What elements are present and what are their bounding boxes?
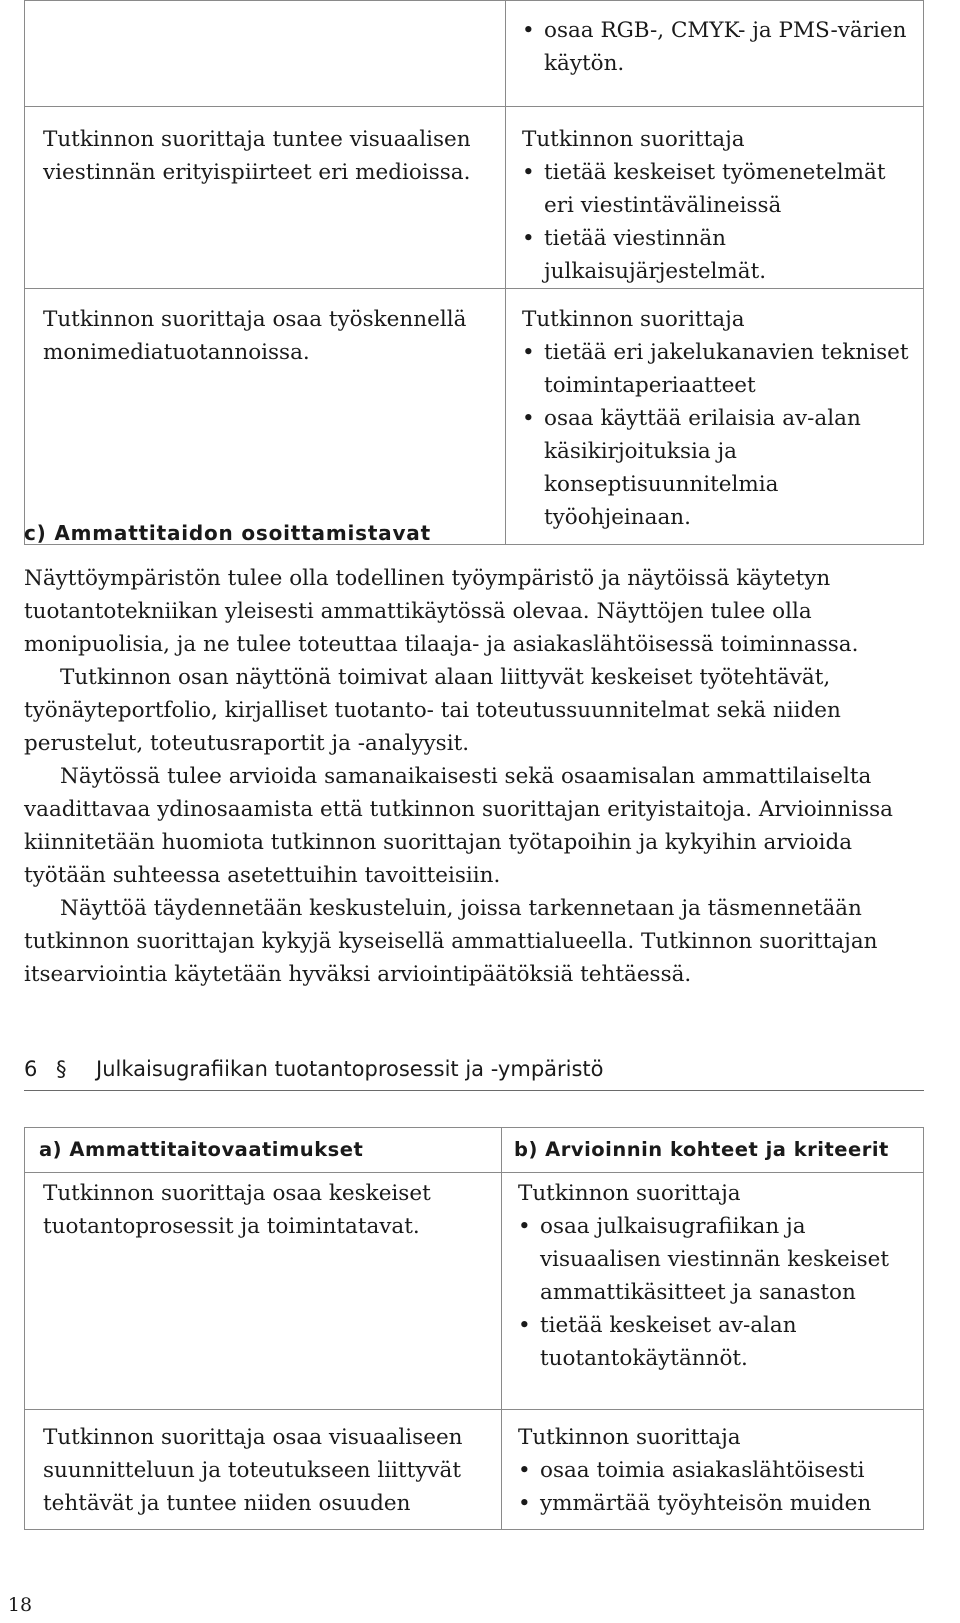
- list-item: • ymmärtää työyhteisön muiden: [518, 1487, 913, 1520]
- paragraph: Näytössä tulee arvioida samanaikaisesti sekä osaamisalan ammattilaiselta vaadittavaa ydinosaamista että tutkinnon suorittajan erityistaitoja. Arvioinnissa kiinnitetään huomiota tutkinnon suorittajan työtapoihin ja kykyihin arvioida työtään suhteessa asetettuihin tavoitteisiin.: [24, 764, 893, 888]
- list-item: • tietää keskeiset työmenetelmät eri viestintävälineissä: [522, 156, 913, 222]
- list-item: • osaa julkaisugrafiikan ja visuaalisen viestinnän keskeiset ammattikäsitteet ja sanaston: [518, 1210, 913, 1309]
- table-row: [25, 1, 924, 107]
- left-cell: Tutkinnon suorittaja osaa työskennellä monimediatuotannoissa.: [25, 289, 506, 545]
- section-heading: c) Ammattitaidon osoittamistavat: [24, 521, 431, 545]
- paragraph: Näyttöä täydennetään keskusteluin, joissa tarkennetaan ja täsmennetään tutkinnon suorittajan kykyjä kyseisellä ammattialueella. Tutkinnon suorittajan itsearviointia käytetään hyväksi arviointipäätöksiä tehtäessä.: [24, 896, 878, 987]
- paragraph: Näyttöympäristön tulee olla todellinen työympäristö ja näytöissä käytetyn tuotantotekniikan yleisesti ammattikäytössä olevaa. Näyttöjen tulee olla monipuolisia, ja ne tulee toteuttaa tilaaja- ja asiakaslähtöisessä toiminnassa.: [24, 566, 859, 657]
- criteria-list: [522, 156, 913, 288]
- table-row: [25, 1410, 924, 1530]
- list-item: • osaa toimia asiakaslähtöisesti: [518, 1454, 913, 1487]
- column-header-requirements: a) Ammattitaitovaatimukset: [25, 1128, 502, 1173]
- paragraph: Tutkinnon osan näyttönä toimivat alaan liittyvät keskeiset työtehtävät, työnäyteportfolio, kirjalliset tuotanto- tai toteutussuunnitelmat sekä niiden perustelut, toteutusraportit ja -analyysit.: [24, 665, 841, 756]
- right-cell: [506, 289, 924, 545]
- left-cell: Tutkinnon suorittaja tuntee visuaalisen viestinnän erityispiirteet eri medioissa.: [25, 107, 506, 289]
- criteria-intro: Tutkinnon suorittaja: [522, 307, 745, 332]
- criteria-intro: Tutkinnon suorittaja: [518, 1181, 741, 1206]
- list-item: • tietää keskeiset av-alan tuotantokäytännöt.: [518, 1309, 913, 1375]
- criteria-list: [522, 14, 913, 80]
- right-cell: [506, 107, 924, 289]
- right-cell: [502, 1173, 924, 1410]
- chapter-title: Julkaisugrafiikan tuotantoprosessit ja -ympäristö: [96, 1057, 604, 1081]
- page-number: 18: [7, 1594, 33, 1616]
- chapter-number: 6: [24, 1057, 38, 1081]
- right-cell: [502, 1410, 924, 1530]
- right-cell: [506, 1, 924, 107]
- requirements-table-continued: [24, 0, 924, 545]
- criteria-list: [522, 336, 913, 534]
- left-cell: Tutkinnon suorittaja osaa keskeiset tuotantoprosessit ja toimintatavat.: [25, 1173, 502, 1410]
- section-body: [24, 562, 924, 991]
- left-cell: Tutkinnon suorittaja osaa visuaaliseen suunnitteluun ja toteutukseen liittyvät tehtävät ja tuntee niiden osuuden: [25, 1410, 502, 1530]
- table-row: [25, 1173, 924, 1410]
- list-item: • osaa RGB-, CMYK- ja PMS-värien käytön.: [522, 14, 913, 80]
- criteria-list: [518, 1210, 913, 1375]
- list-item: • osaa käyttää erilaisia av-alan käsikirjoituksia ja konseptisuunnitelmia työohjeinaan.: [522, 402, 913, 534]
- column-header-criteria: b) Arvioinnin kohteet ja kriteerit: [502, 1128, 924, 1173]
- criteria-list: [518, 1454, 913, 1520]
- section-sign: §: [56, 1057, 67, 1081]
- left-cell: [25, 1, 506, 107]
- table-row: [25, 107, 924, 289]
- list-item: • tietää viestinnän julkaisujärjestelmät.: [522, 222, 913, 288]
- table-header: [25, 1128, 924, 1173]
- list-item: • tietää eri jakelukanavien tekniset toimintaperiaatteet: [522, 336, 913, 402]
- criteria-intro: Tutkinnon suorittaja: [522, 127, 745, 152]
- table-row: [25, 289, 924, 545]
- requirements-table: [24, 1127, 924, 1530]
- chapter-heading: [24, 1052, 924, 1091]
- criteria-intro: Tutkinnon suorittaja: [518, 1425, 741, 1450]
